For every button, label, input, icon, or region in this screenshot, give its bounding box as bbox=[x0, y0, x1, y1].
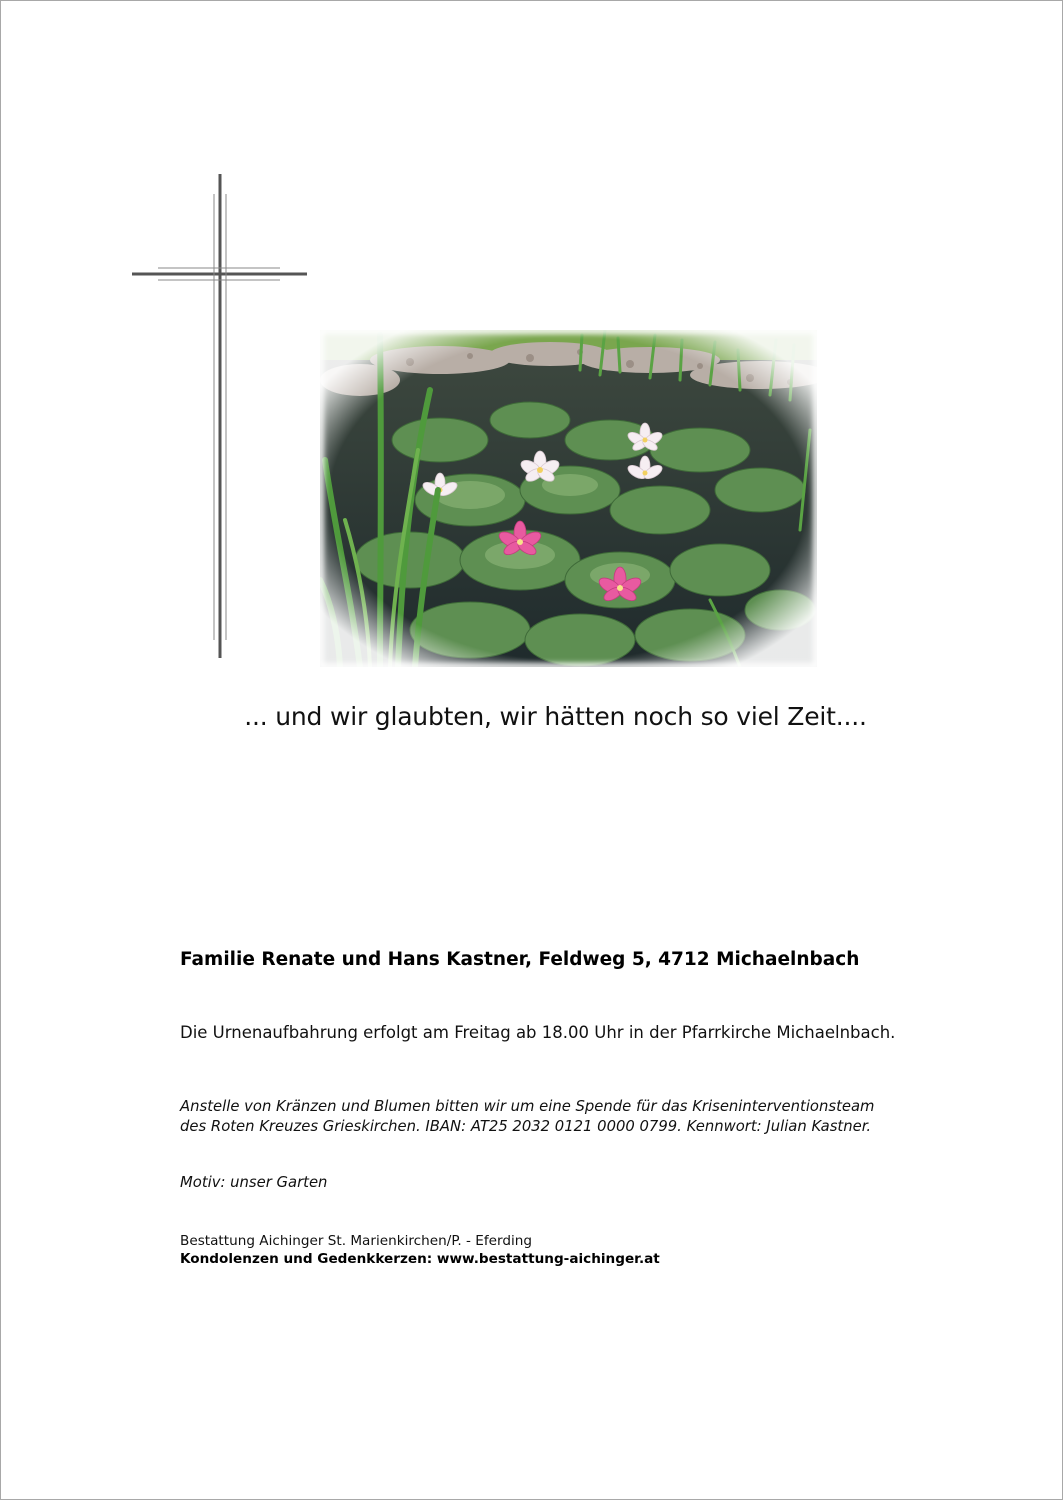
cross-icon bbox=[130, 172, 310, 662]
urn-viewing-notice: Die Urnenaufbahrung erfolgt am Freitag ab 18.00 Uhr in der Pfarrkirche Michaelnbach. bbox=[180, 1023, 896, 1042]
funeral-home-name: Bestattung Aichinger St. Marienkirchen/P. - Eferding bbox=[180, 1233, 533, 1249]
donation-request bbox=[180, 1097, 874, 1137]
donation-line-1: Anstelle von Kränzen und Blumen bitten wir um eine Spende für das Kriseninterventionsteam bbox=[180, 1098, 875, 1115]
family-address: Familie Renate und Hans Kastner, Feldweg 5, 4712 Michaelnbach bbox=[180, 949, 860, 970]
donation-line-2: des Roten Kreuzes Grieskirchen. IBAN: AT25 2032 0121 0000 0799. Kennwort: Julian Kastner. bbox=[180, 1118, 872, 1135]
water-lily-photo bbox=[320, 330, 817, 667]
image-motif-caption: Motiv: unser Garten bbox=[180, 1174, 328, 1191]
condolences-link[interactable]: Kondolenzen und Gedenkkerzen: www.bestattung-aichinger.at bbox=[180, 1251, 660, 1267]
memorial-quote: ... und wir glaubten, wir hätten noch so viel Zeit.... bbox=[244, 702, 867, 731]
